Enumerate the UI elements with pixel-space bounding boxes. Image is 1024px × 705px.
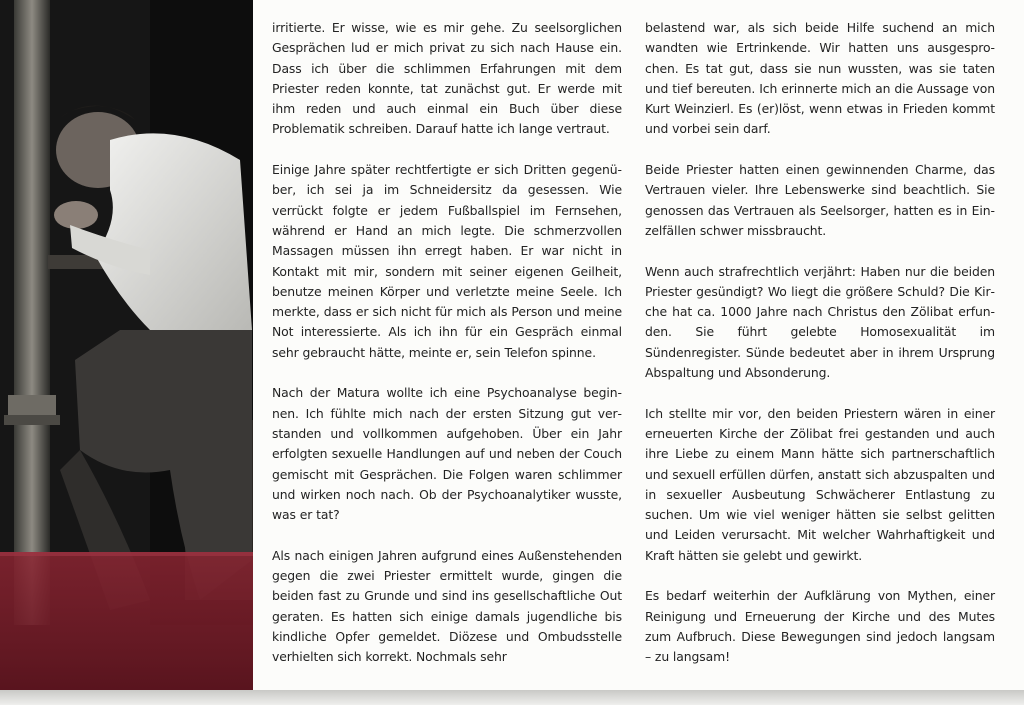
paragraph: belastend war, als sich beide Hilfe suchend an mich wandten wie Ertrinkende. Wir hatten uns ausgesprochen. Es tat gut, dass sie nun wussten, was sie taten und tief bereuten. Ich erinnerte mich an die Aussage von Kurt Weinzierl. Es (er)löst, wenn etwas in Frieden kommt und vorbei sein darf.	[645, 20, 995, 137]
paragraph: Wenn auch strafrechtlich verjährt: Haben nur die beiden Priester gesündigt? Wo liegt die größere Schuld? Die Kirche hat ca. 1000 Jahre nach Christus den Zölibat erfunden. Sie führt gelebte Homosexualität im Sündenregister. Sünde bedeutet aber in ihrem Ursprung Abspaltung und Absonderung.	[645, 263, 995, 381]
paragraph: Beide Priester hatten einen gewinnenden Charme, das Vertrauen vieler. Ihre Lebenswerke sind beachtlich. Sie genossen das Vertrauen als Seelsorger, hatten es in Einzelfällen schwer missbraucht.	[645, 162, 995, 238]
paragraph: Als nach einigen Jahren aufgrund eines Außenstehenden gegen die zwei Priester ermittelt wurde, gingen die beiden fast zu Grunde und sind ins gesellschaftliche Out geraten. Es hatten sich einige damals jugendliche bis kindliche Opfer gemeldet. Diözese und Ombudsstelle verhielten sich korrekt. Nochmals sehr	[272, 547, 622, 665]
confessional-photo	[0, 0, 253, 690]
text-column-left	[272, 18, 622, 688]
paragraph: Es bedarf weiterhin der Aufklärung von Mythen, einer Reinigung und Erneuerung der Kirche und des Mutes zum Aufbruch. Diese Bewegungen sind jedoch langsam – zu langsam!	[645, 588, 995, 665]
paragraph: irritierte. Er wisse, wie es mir gehe. Zu seelsorglichen Gesprächen lud er mich privat zu sich nach Hause ein. Dass ich über die schlimmen Erfahrungen mit dem Priester reden konnte, tat zunächst gut. Er werde mit ihm reden und auch einmal ein Buch über diese Problematik schreiben. Darauf hatte ich lange vertraut.	[272, 20, 622, 137]
text-column-right	[645, 18, 995, 688]
paragraph: Ich stellte mir vor, den beiden Priestern wären in einer erneuerten Kirche der Zölibat frei gestanden und auch ihre Liebe zu einem Mann hätte sich partnerschaftlich und sexuell erfüllen dürfen, anstatt sich abzuspalten und in sexueller Ausbeutung Schwächerer Entlastung zu suchen. Um wie viel weniger hätten sie selbst gelitten und Leiden verursacht. Mit welcher Wahrhaftigkeit und Kraft hätten sie gelebt und gewirkt.	[645, 405, 995, 563]
page-bottom-edge	[0, 690, 1024, 705]
paragraph: Nach der Matura wollte ich eine Psychoanalyse beginnen. Ich fühlte mich nach der ersten Sitzung gut verstanden und vollkommen aufgehoben. Über ein Jahr erfolgten sexuelle Handlungen auf und neben der Couch gemischt mit Gesprächen. Die Folgen waren schlimmer und wirken noch nach. Ob der Psychoanalytiker wusste, was er tat?	[272, 385, 622, 523]
paragraph: Einige Jahre später rechtfertigte er sich Dritten gegenüber, ich sei ja im Schneidersitz da gesessen. Wie verrückt folgte er jedem Fußballspiel im Fernsehen, während er Hand an mich legte. Die schmerzvollen Massagen müssen ihn erregt haben. Er war nicht in Kontakt mit mir, sondern mit seiner eigenen Geilheit, benutze meinen Körper und verletzte meine Seele. Ich merkte, dass er sich nicht für mich als Person und meine Not interessierte. Als ich ihn für ein Gespräch einmal sehr gebraucht hätte, meinte er, sein Telefon spinne.	[272, 162, 622, 360]
confessional-photo-illustration	[0, 0, 253, 690]
